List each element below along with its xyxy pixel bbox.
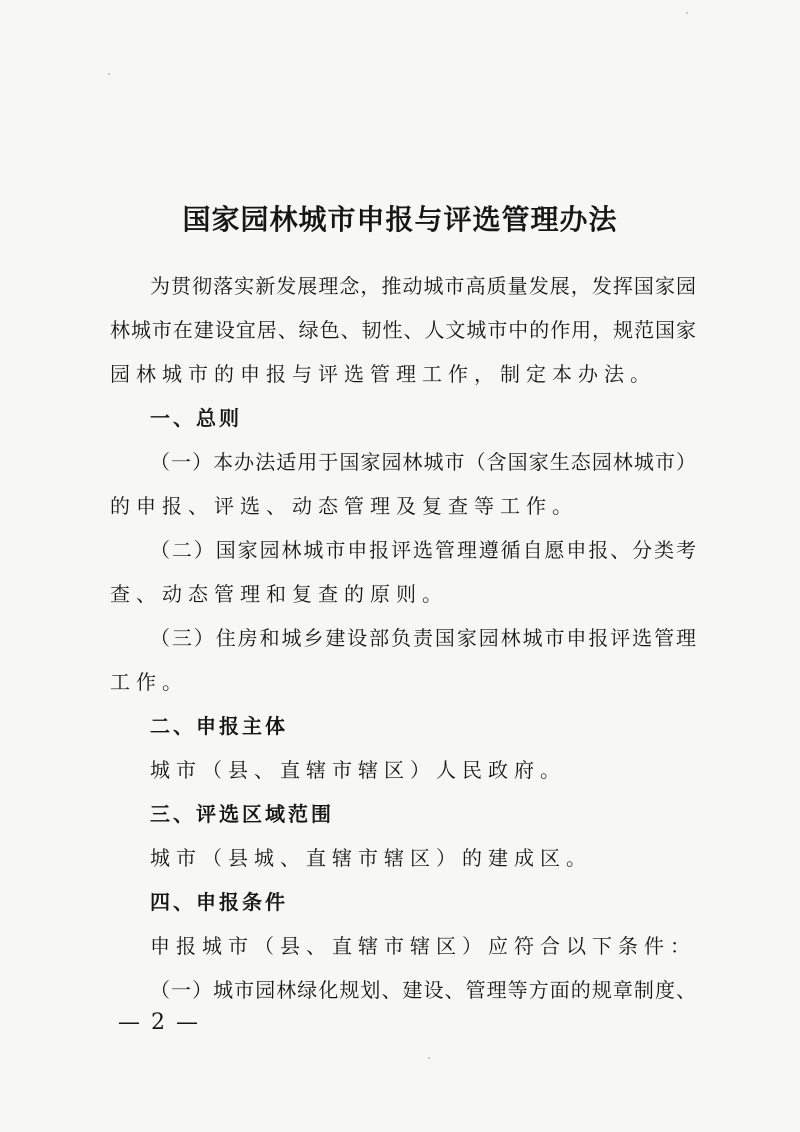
paragraph-line: 林城市在建设宜居、绿色、韧性、人文城市中的作用，规范国家 [110, 318, 696, 342]
document-title: 国家园林城市申报与评选管理办法 [182, 203, 618, 236]
paragraph-line: （三）住房和城乡建设部负责国家园林城市申报评选管理 [150, 626, 696, 650]
section-heading: 三、评选区域范围 [150, 802, 334, 826]
scan-speck [686, 12, 688, 14]
paragraph-line: 查、动态管理和复查的原则。 [110, 582, 448, 606]
paragraph-line: 为贯彻落实新发展理念，推动城市高质量发展，发挥国家园 [150, 274, 696, 298]
paragraph-line: （一）本办法适用于国家园林城市（含国家生态园林城市） [150, 450, 696, 474]
section-heading: 二、申报主体 [150, 714, 288, 738]
paragraph-line: （二）国家园林城市申报评选管理遵循自愿申报、分类考 [150, 538, 696, 562]
paragraph-line: （一）城市园林绿化规划、建设、管理等方面的规章制度、 [150, 978, 696, 1002]
paragraph-line: 的申报、评选、动态管理及复查等工作。 [110, 494, 578, 518]
page-number: — 2 — [118, 1010, 200, 1035]
paragraph-line: 园林城市的申报与评选管理工作，制定本办法。 [110, 362, 656, 386]
paragraph-line: 申报城市（县、直辖市辖区）应符合以下条件： [150, 934, 696, 958]
paragraph-line: 城市（县、直辖市辖区）人民政府。 [150, 758, 566, 782]
scan-speck [428, 1057, 430, 1059]
paragraph-line: 城市（县城、直辖市辖区）的建成区。 [150, 846, 592, 870]
scan-speck [108, 73, 110, 75]
section-heading: 一、总则 [150, 406, 242, 430]
section-heading: 四、申报条件 [150, 890, 288, 914]
paragraph-line: 工作。 [110, 670, 188, 694]
